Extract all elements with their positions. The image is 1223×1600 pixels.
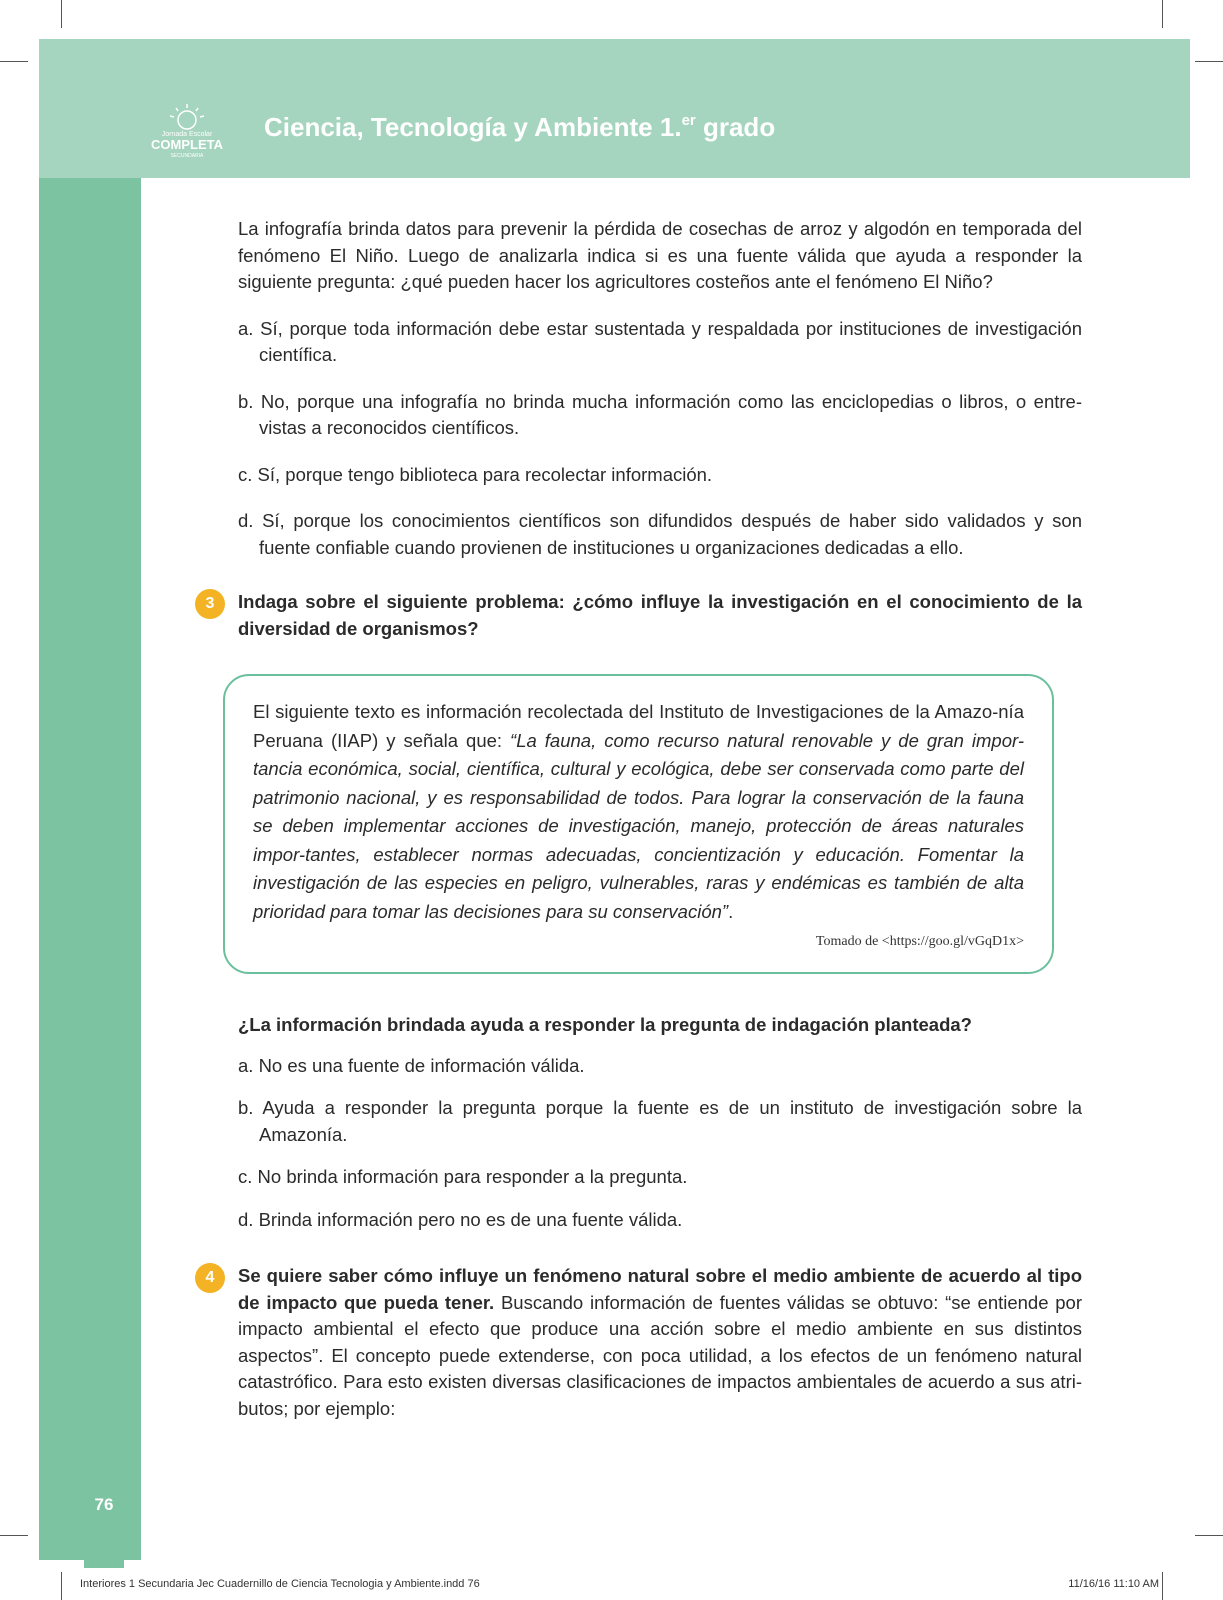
q3-option-b: b. Ayuda a responder la pregunta porque la fuente es de un instituto de investigación sobre la Amazonía. — [238, 1097, 1082, 1145]
logo-main-text: COMPLETA — [151, 137, 223, 152]
quote-end: . — [728, 900, 734, 922]
q3-option-d: d. Brinda información pero no es de una fuente válida. — [238, 1208, 683, 1230]
quote-box — [223, 674, 1054, 974]
crop-mark — [1162, 0, 1163, 28]
q3-option-c: c. No brinda información para responder a la pregunta. — [238, 1166, 688, 1187]
main-content — [205, 216, 1082, 1422]
title-end: grado — [695, 112, 776, 142]
intro-option-c: c. Sí, porque tengo biblioteca para recolectar información. — [238, 463, 713, 485]
footer-date: 11/16/16 11:10 AM — [1068, 1578, 1159, 1590]
footer-filename: Interiores 1 Secundaria Jec Cuadernillo de Ciencia Tecnologia y Ambiente.indd 76 — [80, 1578, 480, 1590]
crop-mark — [1195, 1535, 1223, 1536]
quote-paragraph — [253, 698, 1024, 926]
question-3-text: Indaga sobre el siguiente problema: ¿cómo influye la investigación en el conocimiento de la diversidad de organismos? — [238, 591, 1082, 639]
quote-italic: “La fauna, como recurso natural renovable y de gran impor-tancia económica, social, científica, cultural y ecológica, debe ser conservada como parte del patrimonio nacional, y es responsabilidad de todos. Para lograr la conservación de la fauna se deben implementar acciones de investigación, manejo, protección de áreas naturales impor-tantes, establecer normas adecuadas, concientización y educación. Fomentar la investigación de las especies en peligro, vulnerables, raras y endémicas es también de alta prioridad para tomar las decisiones para su conservación” — [253, 729, 1024, 922]
logo-top-text: Jornada Escolar — [161, 131, 213, 138]
question-number-badge: 3 — [195, 589, 225, 619]
title-superscript: er — [681, 112, 696, 129]
question-3 — [205, 589, 1082, 642]
jornada-escolar-logo — [148, 100, 226, 162]
q3-option-a: a. No es una fuente de información válida. — [238, 1054, 585, 1076]
question-4-body: Buscando información de fuentes válidas se obtuvo: “se entiende por impacto ambiental el efecto que produce una acción sobre el medio ambiente en sus distintos aspectos”. El concepto puede extenderse, con poca utilidad, a los efectos de un fenómeno natural catastrófico. Para esto existen diversas clasificaciones de impactos ambientales de acuerdo a sus atri-butos; por ejemplo: — [238, 1291, 1082, 1419]
crop-mark — [0, 1535, 28, 1536]
question-4 — [205, 1263, 1082, 1422]
sidebar-band — [39, 178, 141, 1560]
intro-option-b: b. No, porque una infografía no brinda mucha información como las enciclopedias o libros, o entre-vistas a reconocidos científicos. — [238, 390, 1082, 438]
question-number-badge: 4 — [195, 1263, 225, 1293]
question-4-text — [238, 1263, 1082, 1422]
quote-intro: El siguiente texto es información recolectada del Instituto de Investigaciones de la Amazo-nía Peruana (IIAP) y señala que: — [253, 701, 1024, 751]
title-main: Ciencia, Tecnología y Ambiente 1. — [264, 112, 682, 142]
crop-mark — [1195, 61, 1223, 62]
crop-mark — [61, 0, 62, 28]
crop-mark — [61, 1572, 62, 1600]
question-4-bold: Se quiere saber cómo influye un fenómeno natural sobre el medio ambiente de acuerdo al tipo de impacto que pueda tener. — [238, 1265, 1082, 1313]
crop-mark — [1162, 1572, 1163, 1600]
intro-option-d: d. Sí, porque los conocimientos científicos son difundidos después de haber sido validados y son fuente confiable cuando provienen de instituciones u organizaciones dedicadas a ello. — [238, 510, 1082, 558]
quote-source: Tomado de <https://goo.gl/vGqD1x> — [815, 934, 1024, 949]
logo-sub-text: SECUNDARIA — [170, 153, 204, 159]
question-3-subquestion: ¿La información brindada ayuda a responder la pregunta de indagación planteada? — [238, 1014, 972, 1035]
crop-mark — [0, 61, 28, 62]
intro-paragraph: La infografía brinda datos para prevenir la pérdida de cosechas de arroz y algodón en temporada del fenómeno El Niño. Luego de analizarla indica si es una fuente válida que ayuda a responder la siguiente pregunta: ¿qué pueden hacer los agricultores costeños ante el fenómeno El Niño? — [238, 218, 1082, 292]
page-number: 76 — [94, 1495, 114, 1514]
page-header-title — [264, 112, 775, 143]
intro-option-a: a. Sí, porque toda información debe estar sustentada y respaldada por instituciones de investigación científica. — [238, 317, 1082, 365]
